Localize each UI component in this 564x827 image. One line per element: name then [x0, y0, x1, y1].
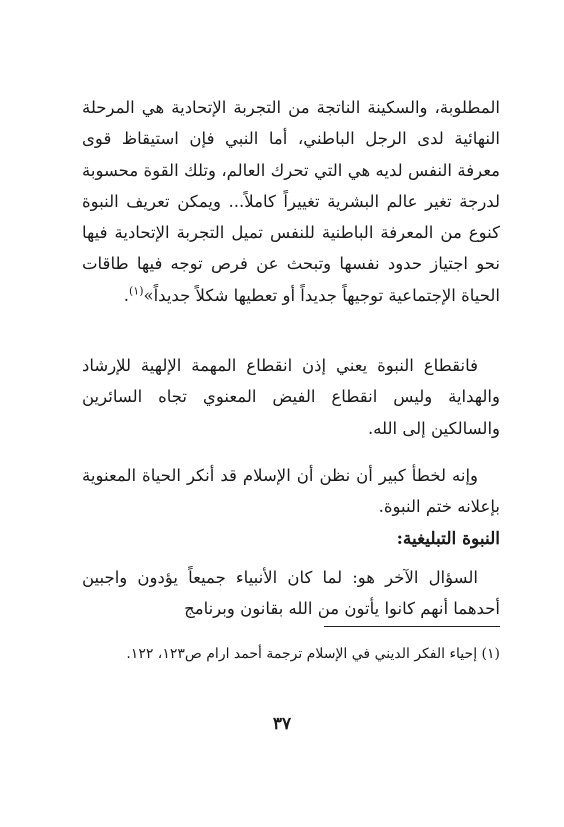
paragraph-1-text: المطلوبة، والسكينة الناتجة من التجربة الإتحادية هي المرحلة النهائية لدى الرجل الباطني، أما النبي فإن استيقاظ قوى معرفة النفس لديه هي التي تحرك العالم، وتلك القوة محسوبة لدرجة تغير عالم البشرية تغييراً كاملاً... ويمكن تعريف النبوة كنوع من المعرفة الباطنية للنفس تميل التجربة الإتحادية فيها نحو اجتياز حدود نفسها وتبحث عن فرص توجه فيها طاقات الحياة الإجتماعية توجيهاً جديداً أو تعطيها شكلاً جديداً» — [82, 98, 500, 305]
footnote: (١) إحياء الفكر الديني في الإسلام ترجمة أحمد ارام ص١٢٣، ١٢٢. — [126, 646, 500, 662]
section-heading: النبوة التبليغية: — [396, 529, 500, 549]
paragraph-4: السؤال الآخر هو: لما كان الأنبياء جميعاً يؤدون واجبين أحدهما أنهم كانوا يأتون من الله بقانون وبرنامج — [82, 568, 500, 619]
paragraph-3: وإنه لخطأ كبير أن نظن أن الإسلام قد أنكر الحياة المعنوية بإعلانه ختم النبوة. — [82, 466, 500, 517]
paragraph-1-end: . — [123, 285, 129, 305]
footnote-separator — [324, 626, 500, 627]
paragraph-1 — [82, 92, 500, 311]
page-number: ٣٧ — [272, 714, 292, 734]
footnote-reference[interactable]: (١) — [128, 284, 144, 298]
paragraph-2: فانقطاع النبوة يعني إذن انقطاع المهمة الإلهية للإرشاد والهداية وليس انقطاع الفيض المعنوي تجاه السائرين والسالكين إلى الله. — [82, 356, 500, 438]
